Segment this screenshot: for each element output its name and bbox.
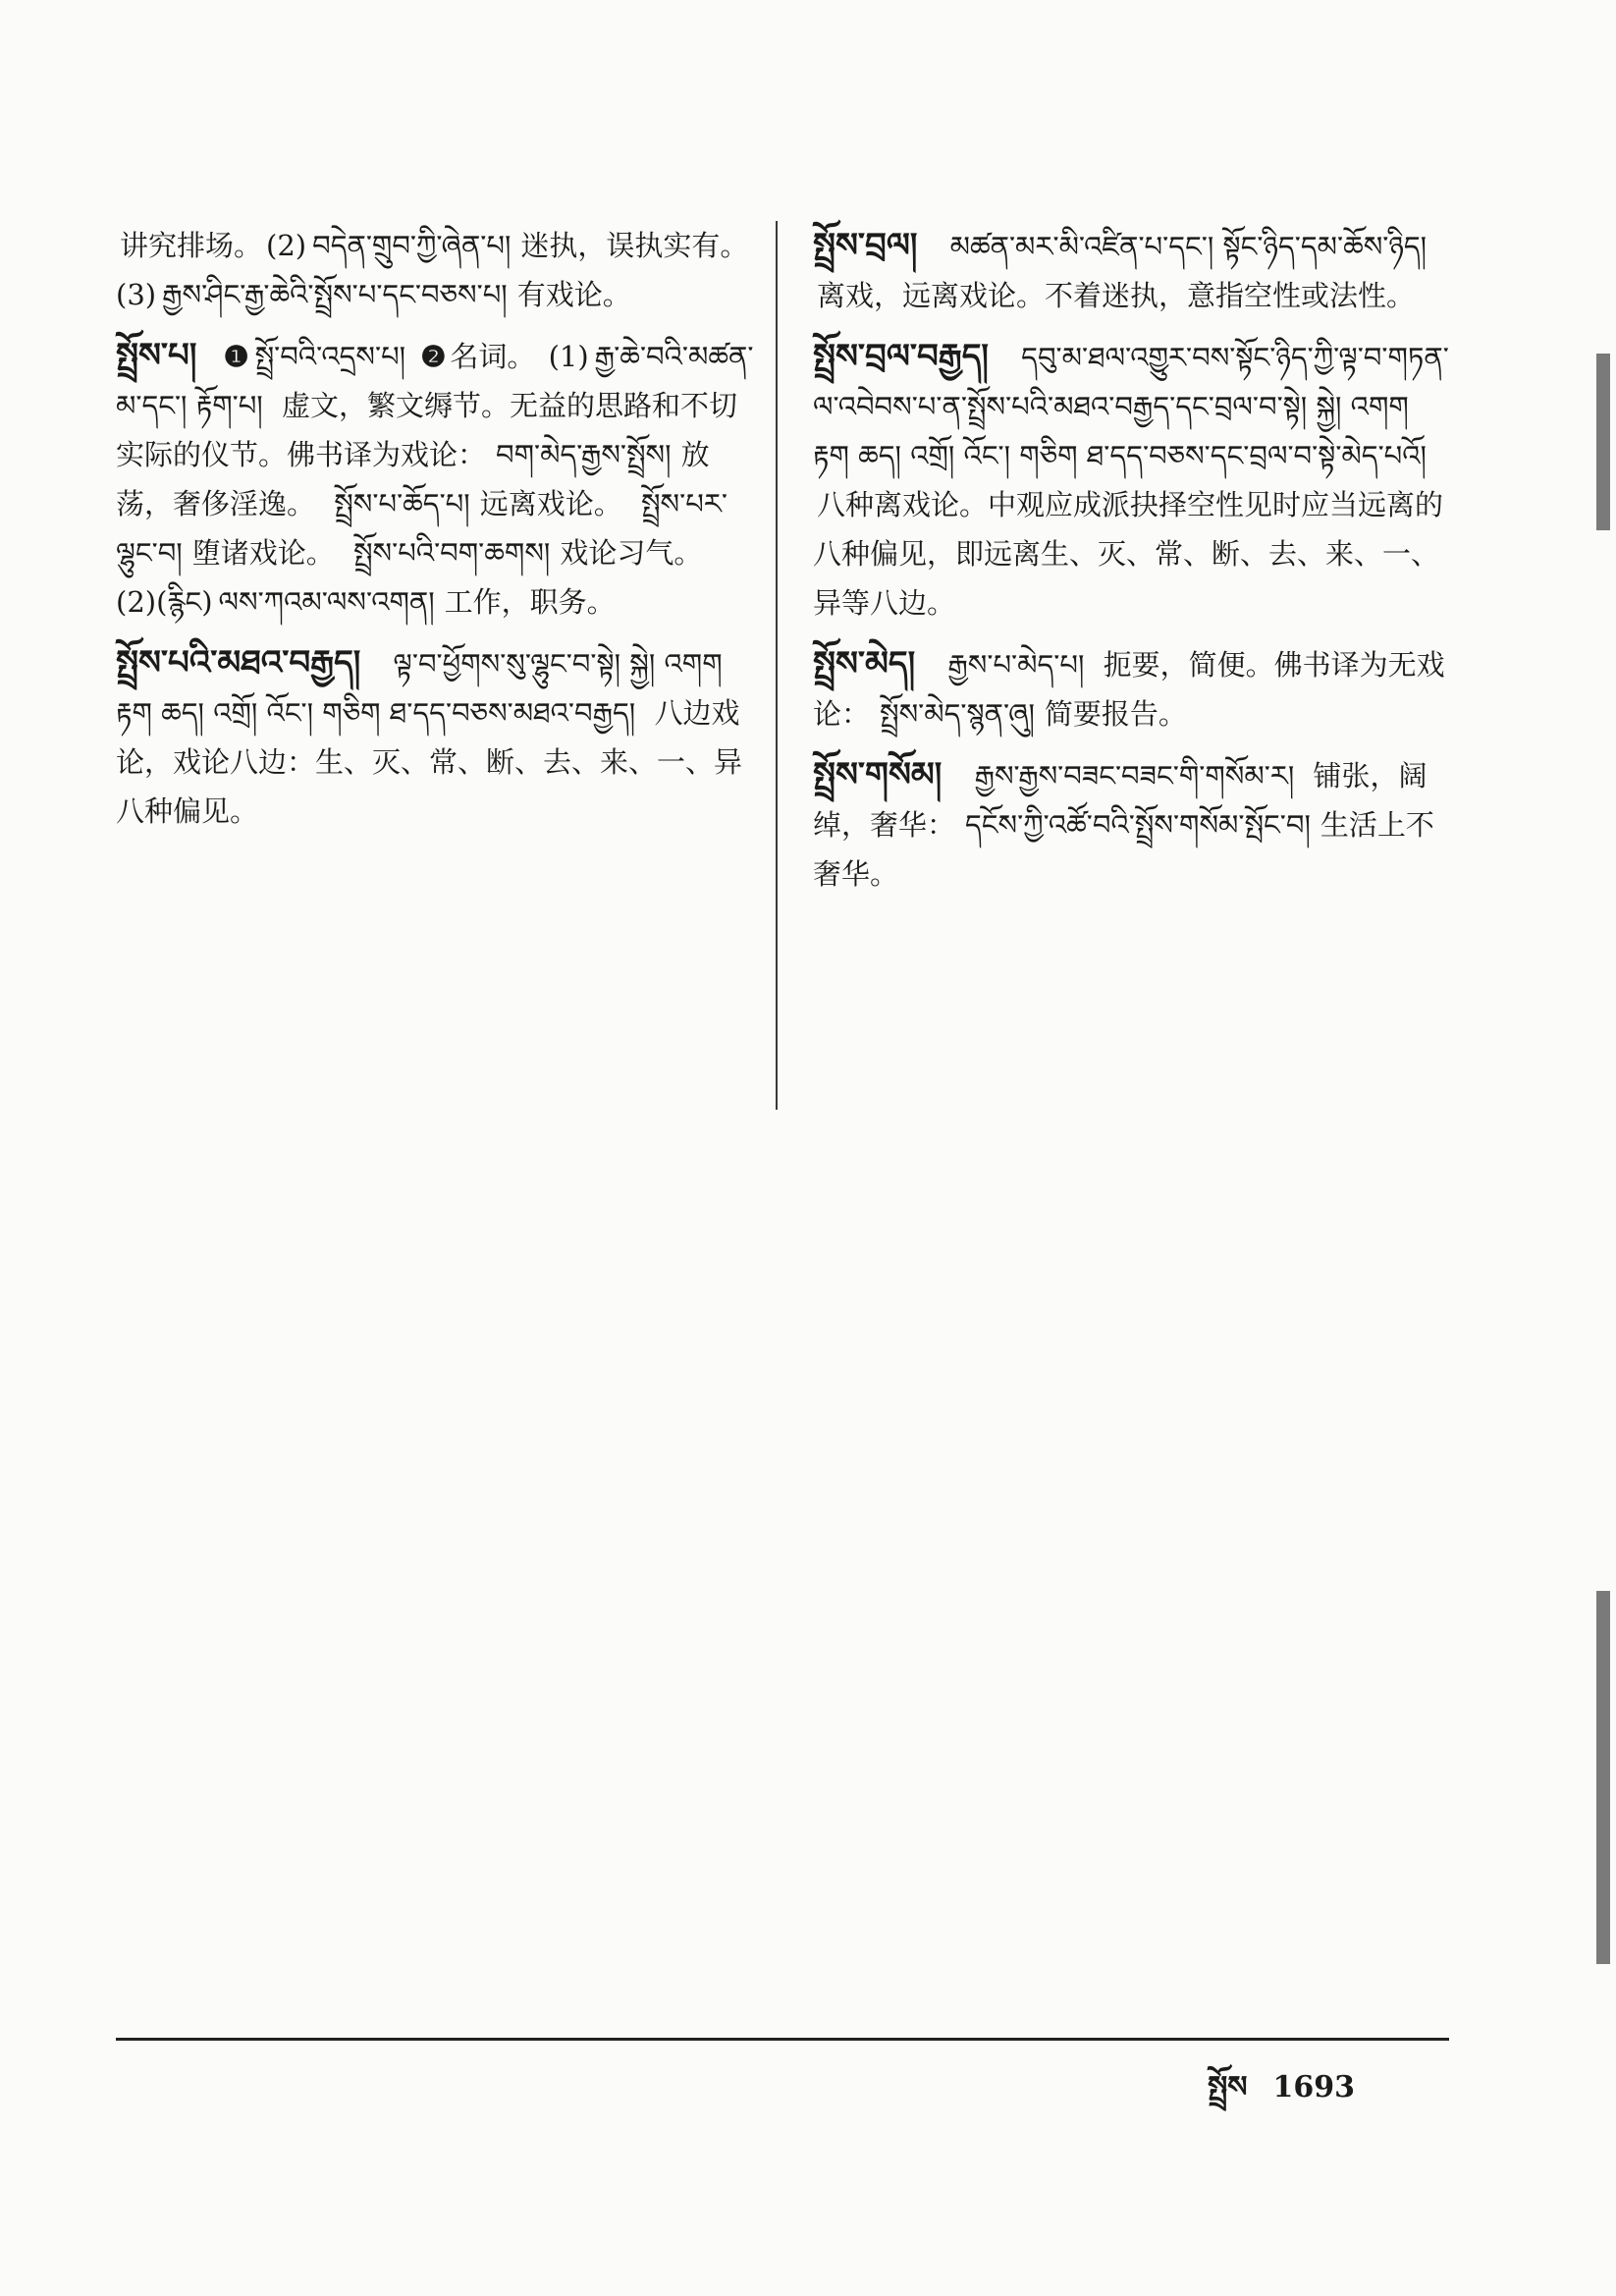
text-zh: 名词。 (450, 340, 536, 373)
dictionary-entry (116, 638, 754, 836)
dictionary-entry (116, 331, 754, 627)
dictionary-entry (813, 750, 1451, 899)
headword: སྤྲོས་གསོམ། (813, 755, 943, 794)
text-tib: རྒྱས་པ་མེད་པ། (947, 648, 1085, 682)
example-tib: སྤྲོས་མེད་སྙན་ཞུ། (880, 697, 1035, 731)
text-zh: 八边戏论，戏论八边：生、灭、常、断、去、来、一、异八种偏见。 (116, 696, 743, 828)
text-tib: མཚན་མར་མི་འཛིན་པ་དང་། སྟོང་ཉིད་དམ་ཆོས་ཉིད། (949, 230, 1427, 263)
footer-rule (116, 2038, 1449, 2041)
text-tib: ལས་ཀའམ་ལས་འགན། (218, 585, 435, 619)
dictionary-entry (813, 332, 1451, 628)
headword: སྤྲོས་བྲལ། (813, 226, 918, 265)
text-tib: དབུ་མ་ཐལ་འགྱུར་བས་སྟོང་ཉིད་ཀྱི་ལྟ་བ་གཏན་ལ་འབེབས་པ་ན་སྤྲོས་པའི་མཐའ་བརྒྱད་དང་བྲལ་བ་སྟེ། སྐྱེ། འགག རྟག ཆད། འགྲོ། འོང་། གཅིག ཐ་དད་བཅས་དང་བྲལ་བ་སྟེ་མེད་པའོ། (813, 341, 1449, 472)
text-tib: རྒྱས་ཤིང་རྒྱ་ཆེའི་སྤྲོས་པ་དང་བཅས་པ། (162, 278, 508, 311)
example-tib: སྤྲོས་པའི་བག་ཆགས། (352, 536, 551, 570)
sense-number: (3) (116, 278, 157, 311)
example-zh: 远离戏论。 (479, 487, 622, 520)
text-zh: 讲究排场。 (120, 229, 263, 262)
column-divider (776, 221, 778, 1110)
running-head: སྤྲོས (1208, 2070, 1248, 2105)
example-zh: 堕诸戏论。 (191, 536, 335, 570)
dictionary-entry (813, 639, 1451, 738)
example-zh: 戏论习气。 (560, 536, 703, 570)
example-tib: བག་མེད་རྒྱས་སྤྲོས། (496, 438, 672, 471)
text-zh: 迷执，误执实有。 (520, 229, 749, 262)
sense-number: (2) (116, 585, 157, 619)
example-tib: དངོས་ཀྱི་འཚོ་བའི་སྤྲོས་གསོམ་སྤོང་བ། (965, 808, 1311, 842)
text-zh: 虚文，繁文缛节。无益的思路和不切实际的仪节。佛书译为戏论： (116, 389, 737, 471)
page-footer (1208, 2054, 1380, 2137)
page-number: 1693 (1272, 2070, 1355, 2105)
headword: སྤྲོས་བྲལ་བརྒྱད། (813, 337, 989, 376)
headword: སྤྲོས་པ། (116, 336, 197, 375)
left-column (116, 221, 754, 847)
sense-marker: ❶ (223, 340, 249, 373)
text-zh: 扼要，简便。佛书译为无戏论： (813, 648, 1445, 731)
text-zh: 八种离戏论。中观应成派抉择空性见时应当远离的八种偏见，即远离生、灭、常、断、去、来、一、异等八边。 (813, 488, 1444, 620)
text-tib: ལྟ་བ་ཕྱོགས་སུ་ལྷུང་བ་སྟེ། སྐྱེ། འགག རྟག ཆད། འགྲོ། འོང་། གཅིག ཐ་དད་བཅས་མཐའ་བརྒྱད། (116, 647, 723, 730)
scan-edge-mark (1596, 1591, 1610, 1964)
sense-marker: ❷ (420, 340, 447, 373)
headword: སྤྲོས་མེད། (813, 644, 916, 683)
sense-number: (1) (548, 340, 589, 373)
dictionary-entry (813, 221, 1451, 320)
text-zh: 工作，职务。 (444, 585, 616, 619)
example-zh: 放荡，奢侈淫逸。 (116, 438, 710, 520)
text-zh: 离戏，远离戏论。不着迷执，意指空性或法性。 (817, 279, 1416, 312)
continued-entry (116, 221, 754, 319)
text-tib: རྒྱ་ཆེ་བའི་མཚན་མ་དང་། རྟོག་པ། (116, 340, 754, 422)
example-tib: སྤྲོས་པ་ཆོད་པ། (334, 487, 470, 520)
text-tib: རྒྱས་རྒྱས་བཟང་བཟང་གི་གསོམ་ར། (974, 759, 1295, 793)
sense-number: (2) (266, 229, 307, 262)
text-zh: 铺张，阔绰，奢华： (813, 759, 1427, 842)
right-column (813, 221, 1451, 910)
text-zh: 有戏论。 (516, 278, 631, 311)
usage-note: (རྙིང) (156, 585, 213, 619)
text-tib: བདེན་གྲུབ་ཀྱི་ཞེན་པ། (312, 229, 512, 262)
headword: སྤྲོས་པའི་མཐའ་བརྒྱད། (116, 643, 361, 683)
scan-edge-mark (1596, 354, 1610, 530)
example-zh: 简要报告。 (1044, 697, 1187, 731)
example-zh: 生活上不奢华。 (813, 808, 1434, 891)
text-tib: སྤྲོ་བའི་འདྲས་པ། (254, 340, 406, 373)
example-tib: སྤྲོས་པར་ལྷུང་བ། (116, 487, 727, 570)
